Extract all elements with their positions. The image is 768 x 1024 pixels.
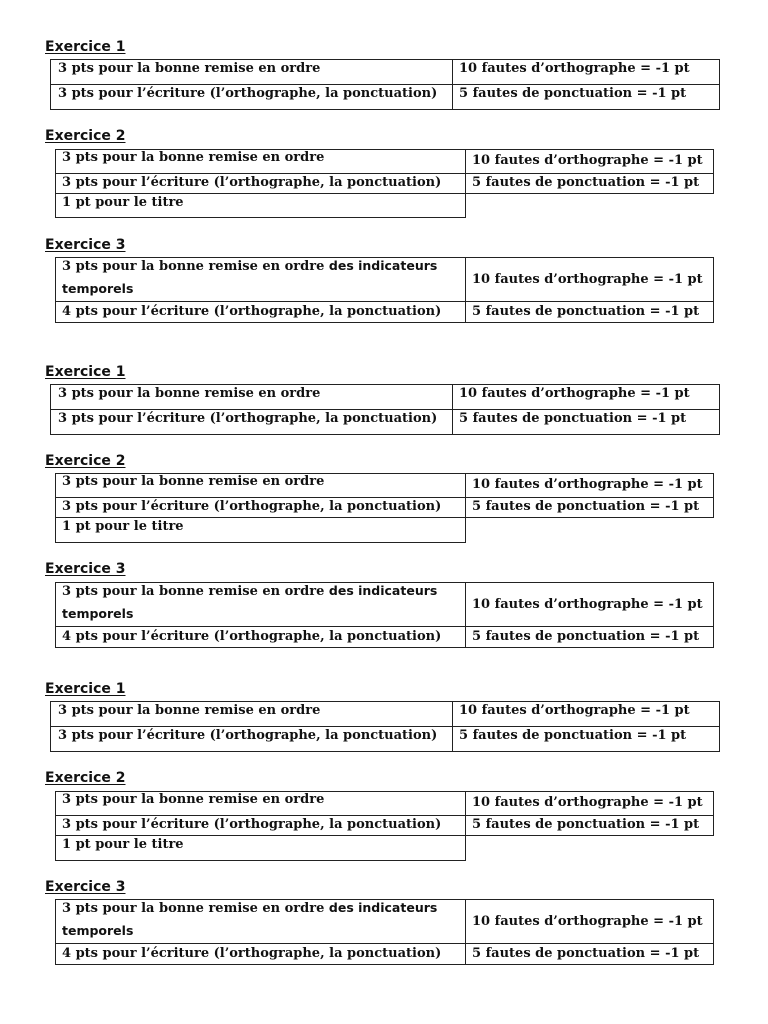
criterion-order: 3 pts pour la bonne remise en ordre: [58, 61, 321, 76]
penalty-punctuation: 5 fautes de ponctuation = -1 pt: [459, 411, 687, 426]
criterion-writing: 3 pts pour l’écriture (l’orthographe, la ponctuation): [62, 499, 442, 514]
criterion-order-text: 3 pts pour la bonne remise en ordre: [62, 901, 329, 916]
penalty-punctuation: 5 fautes de ponctuation = -1 pt: [472, 629, 700, 644]
exercise-1-heading: Exercice 1: [45, 364, 126, 380]
criterion-writing: 4 pts pour l’écriture (l’orthographe, la ponctuation): [62, 946, 442, 961]
penalty-punctuation: 5 fautes de ponctuation = -1 pt: [472, 817, 700, 832]
exercise-3-heading: Exercice 3: [45, 561, 126, 577]
exercise-2-heading: Exercice 2: [45, 128, 126, 144]
penalty-punctuation: 5 fautes de ponctuation = -1 pt: [459, 86, 687, 101]
criterion-indicators-text: des indicateurs temporels: [62, 583, 438, 621]
penalty-spelling: 10 fautes d’orthographe = -1 pt: [472, 272, 703, 287]
penalty-spelling: 10 fautes d’orthographe = -1 pt: [459, 386, 690, 401]
exercise-3-heading: Exercice 3: [45, 237, 126, 253]
criterion-order-indicators: [62, 897, 462, 942]
penalty-punctuation: 5 fautes de ponctuation = -1 pt: [472, 304, 700, 319]
criterion-writing: 4 pts pour l’écriture (l’orthographe, la ponctuation): [62, 304, 442, 319]
exercise-1-heading: Exercice 1: [45, 39, 126, 55]
criterion-writing: 4 pts pour l’écriture (l’orthographe, la ponctuation): [62, 629, 442, 644]
penalty-spelling: 10 fautes d’orthographe = -1 pt: [472, 914, 703, 929]
criterion-writing: 3 pts pour l’écriture (l’orthographe, la ponctuation): [58, 728, 438, 743]
criterion-writing: 3 pts pour l’écriture (l’orthographe, la ponctuation): [62, 175, 442, 190]
criterion-order: 3 pts pour la bonne remise en ordre: [58, 386, 321, 401]
criterion-indicators-text: des indicateurs temporels: [62, 258, 438, 296]
criterion-order-text: 3 pts pour la bonne remise en ordre: [62, 584, 329, 599]
criterion-title: 1 pt pour le titre: [62, 195, 184, 210]
penalty-punctuation: 5 fautes de ponctuation = -1 pt: [459, 728, 687, 743]
criterion-order-text: 3 pts pour la bonne remise en ordre: [62, 259, 329, 274]
criterion-order: 3 pts pour la bonne remise en ordre: [58, 703, 321, 718]
criterion-title: 1 pt pour le titre: [62, 519, 184, 534]
exercise-3-heading: Exercice 3: [45, 879, 126, 895]
exercise-2-heading: Exercice 2: [45, 453, 126, 469]
penalty-spelling: 10 fautes d’orthographe = -1 pt: [459, 61, 690, 76]
exercise-1-heading: Exercice 1: [45, 681, 126, 697]
penalty-punctuation: 5 fautes de ponctuation = -1 pt: [472, 175, 700, 190]
criterion-title: 1 pt pour le titre: [62, 837, 184, 852]
criterion-order: 3 pts pour la bonne remise en ordre: [62, 474, 325, 489]
criterion-order: 3 pts pour la bonne remise en ordre: [62, 150, 325, 165]
penalty-spelling: 10 fautes d’orthographe = -1 pt: [472, 597, 703, 612]
penalty-punctuation: 5 fautes de ponctuation = -1 pt: [472, 946, 700, 961]
criterion-order-indicators: [62, 580, 462, 625]
exercise-2-heading: Exercice 2: [45, 770, 126, 786]
criterion-order: 3 pts pour la bonne remise en ordre: [62, 792, 325, 807]
penalty-spelling: 10 fautes d’orthographe = -1 pt: [459, 703, 690, 718]
criterion-writing: 3 pts pour l’écriture (l’orthographe, la ponctuation): [58, 86, 438, 101]
penalty-punctuation: 5 fautes de ponctuation = -1 pt: [472, 499, 700, 514]
penalty-spelling: 10 fautes d’orthographe = -1 pt: [472, 795, 703, 810]
criterion-writing: 3 pts pour l’écriture (l’orthographe, la ponctuation): [58, 411, 438, 426]
criterion-writing: 3 pts pour l’écriture (l’orthographe, la ponctuation): [62, 817, 442, 832]
criterion-order-indicators: [62, 255, 462, 300]
penalty-spelling: 10 fautes d’orthographe = -1 pt: [472, 477, 703, 492]
criterion-indicators-text: des indicateurs temporels: [62, 900, 438, 938]
penalty-spelling: 10 fautes d’orthographe = -1 pt: [472, 153, 703, 168]
